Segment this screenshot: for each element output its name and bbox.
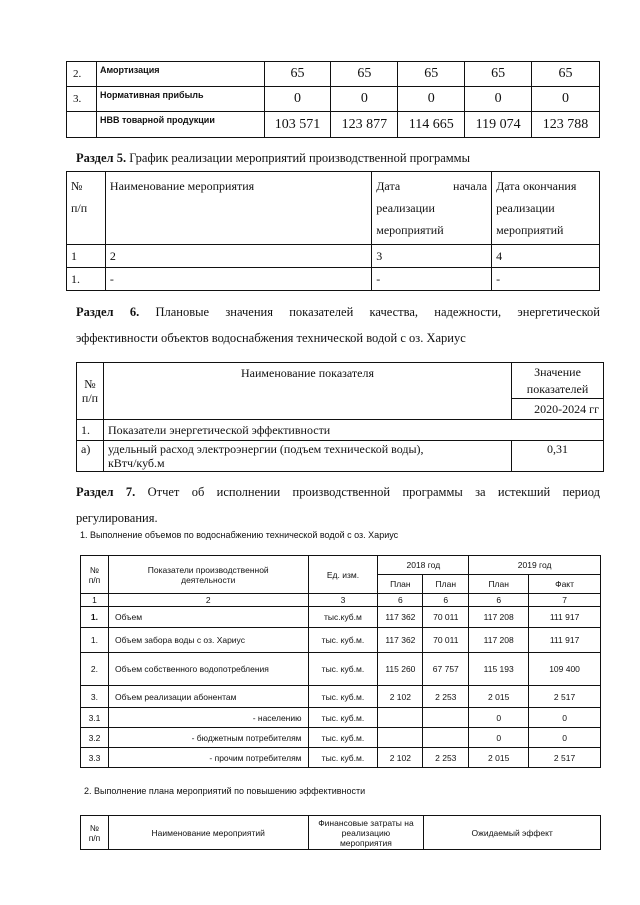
header-plan: План: [469, 575, 529, 594]
row-label: Объем забора воды с оз. Хариус: [108, 628, 308, 653]
header-num: № п/п: [77, 363, 104, 420]
section7-subtitle-1: 1. Выполнение объемов по водоснабжению технической водой с оз. Хариус: [80, 530, 399, 540]
index-cell: 1: [67, 245, 106, 268]
section5-table: [66, 171, 600, 291]
value-cell: 65: [264, 62, 331, 87]
row-value: 0,31: [512, 441, 604, 472]
row-number: 3.: [67, 87, 97, 112]
value-cell: 117 362: [378, 628, 423, 653]
row-unit: тыс.куб.м: [308, 607, 378, 628]
value-cell: 115 193: [469, 653, 529, 686]
value-cell: 0: [398, 87, 465, 112]
section6-title: [76, 301, 600, 349]
table-row: [81, 607, 601, 628]
row-label: - населению: [108, 708, 308, 728]
header-name: Показатели производственной деятельности: [108, 556, 308, 594]
value-cell: 0: [529, 708, 601, 728]
table-header-row: [81, 556, 601, 575]
section5-title-rest: График реализации мероприятий производственной программы: [126, 151, 470, 165]
row-number: 3.: [81, 686, 109, 708]
value-cell: 70 011: [423, 607, 469, 628]
value-cell: 2 517: [529, 748, 601, 768]
row-number: 2.: [81, 653, 109, 686]
value-cell: 0: [469, 708, 529, 728]
index-cell: 2: [108, 594, 308, 607]
value-cell: 2 015: [469, 748, 529, 768]
value-cell: [423, 728, 469, 748]
value-cell: 70 011: [423, 628, 469, 653]
header-plan: План: [423, 575, 469, 594]
value-cell: 65: [331, 62, 398, 87]
value-cell: 117 208: [469, 628, 529, 653]
index-cell: 6: [378, 594, 423, 607]
row-label: Нормативная прибыль: [96, 87, 264, 112]
row-number: 1.: [81, 607, 109, 628]
section5-title-bold: Раздел 5.: [76, 151, 127, 165]
table-row: [67, 87, 600, 112]
value-cell: 0: [264, 87, 331, 112]
table-row: [67, 62, 600, 87]
row-label: - бюджетным потребителям: [108, 728, 308, 748]
index-cell: 6: [469, 594, 529, 607]
table-row: [81, 708, 601, 728]
section7-title-line1: Отчет об исполнении производственной программы за истекший период: [135, 485, 600, 499]
row-unit: тыс. куб.м.: [308, 686, 378, 708]
table-row: [67, 245, 600, 268]
value-cell: 0: [532, 87, 600, 112]
value-cell: 115 260: [378, 653, 423, 686]
header-year-2019: 2019 год: [469, 556, 601, 575]
value-cell: 65: [398, 62, 465, 87]
index-cell: 7: [529, 594, 601, 607]
row-label: Амортизация: [96, 62, 264, 87]
row-label: Объем собственного водопотребления: [108, 653, 308, 686]
value-cell: [378, 728, 423, 748]
index-cell: 2: [105, 245, 371, 268]
index-cell: 4: [492, 245, 600, 268]
header-start-date: Дата начала реализации мероприятий: [372, 172, 492, 245]
value-cell: 117 362: [378, 607, 423, 628]
value-cell: 0: [465, 87, 532, 112]
value-cell: 2 253: [423, 748, 469, 768]
header-plan: План: [378, 575, 423, 594]
row-number: 1.: [77, 420, 104, 441]
table-header-row: [77, 363, 604, 399]
table-header-row: [81, 816, 601, 850]
header-fact: Факт: [529, 575, 601, 594]
row-unit: тыс. куб.м.: [308, 653, 378, 686]
index-cell: 1: [81, 594, 109, 607]
index-cell: 6: [423, 594, 469, 607]
section6-title-line2: эффективности объектов водоснабжения технической водой с оз. Хариус: [76, 331, 466, 345]
row-number: [67, 112, 97, 138]
data-cell: -: [492, 268, 600, 291]
row-label: НВВ товарной продукции: [96, 112, 264, 138]
section6-title-bold: Раздел 6.: [76, 305, 140, 319]
data-cell: -: [372, 268, 492, 291]
row-label: Показатели энергетической эффективности: [103, 420, 603, 441]
value-cell: 2 253: [423, 686, 469, 708]
value-cell: 0: [469, 728, 529, 748]
data-cell: 1.: [67, 268, 106, 291]
value-cell: 119 074: [465, 112, 532, 138]
table-row: [81, 653, 601, 686]
value-cell: [378, 708, 423, 728]
section5-title: [76, 147, 470, 169]
table-row: [67, 268, 600, 291]
row-unit: тыс. куб.м.: [308, 708, 378, 728]
row-label: - прочим потребителям: [108, 748, 308, 768]
row-number: 3.1: [81, 708, 109, 728]
value-cell: [423, 708, 469, 728]
section7-title: [76, 481, 600, 529]
header-effect: Ожидаемый эффект: [424, 816, 601, 850]
header-num: № п/п: [67, 172, 106, 245]
table-row: [77, 441, 604, 472]
value-cell: 109 400: [529, 653, 601, 686]
value-cell: 117 208: [469, 607, 529, 628]
header-name: Наименование мероприятия: [105, 172, 371, 245]
header-unit: Ед. изм.: [308, 556, 378, 594]
header-name: Наименование показателя: [103, 363, 511, 420]
header-num: № п/п: [81, 816, 109, 850]
table-row: [81, 748, 601, 768]
value-cell: 2 102: [378, 686, 423, 708]
value-cell: 123 877: [331, 112, 398, 138]
table-row: [67, 112, 600, 138]
row-label: удельный расход электроэнергии (подъем технической воды), кВтч/куб.м: [103, 441, 511, 472]
header-cost: Финансовые затраты на реализацию мероприятия: [308, 816, 424, 850]
value-cell: 67 757: [423, 653, 469, 686]
data-cell: -: [105, 268, 371, 291]
section7-subtitle-2: 2. Выполнение плана мероприятий по повышению эффективности: [84, 786, 366, 796]
value-cell: 65: [465, 62, 532, 87]
top-table: [66, 61, 600, 138]
header-period: 2020-2024 гг: [512, 399, 604, 420]
value-cell: 65: [532, 62, 600, 87]
index-cell: 3: [372, 245, 492, 268]
header-end-date: Дата окончания реализации мероприятий: [492, 172, 600, 245]
row-number: 3.3: [81, 748, 109, 768]
header-year-2018: 2018 год: [378, 556, 469, 575]
value-cell: 103 571: [264, 112, 331, 138]
index-row: [81, 594, 601, 607]
section7-volume-table: [80, 555, 601, 768]
value-cell: 2 517: [529, 686, 601, 708]
section7-title-bold: Раздел 7.: [76, 485, 136, 499]
table-row: [81, 686, 601, 708]
value-cell: 0: [331, 87, 398, 112]
header-num: № п/п: [81, 556, 109, 594]
row-number: 3.2: [81, 728, 109, 748]
index-cell: 3: [308, 594, 378, 607]
value-cell: 0: [529, 728, 601, 748]
row-label: Объем реализации абонентам: [108, 686, 308, 708]
row-unit: тыс. куб.м.: [308, 728, 378, 748]
table-row: [81, 728, 601, 748]
value-cell: 123 788: [532, 112, 600, 138]
row-number: а): [77, 441, 104, 472]
row-number: 1.: [81, 628, 109, 653]
value-cell: 111 917: [529, 628, 601, 653]
value-cell: 2 102: [378, 748, 423, 768]
header-value: Значение показателей: [512, 363, 604, 399]
row-unit: тыс. куб.м.: [308, 628, 378, 653]
value-cell: 2 015: [469, 686, 529, 708]
value-cell: 111 917: [529, 607, 601, 628]
table-header-row: [67, 172, 600, 245]
table-row: [81, 628, 601, 653]
value-cell: 114 665: [398, 112, 465, 138]
section6-title-line1: Плановые значения показателей качества, надежности, энергетической: [139, 305, 601, 319]
row-label: Объем: [108, 607, 308, 628]
section7-title-line2: регулирования.: [76, 511, 158, 525]
table-row: [77, 420, 604, 441]
section6-table: [76, 362, 604, 472]
row-number: 2.: [67, 62, 97, 87]
header-name: Наименование мероприятий: [108, 816, 308, 850]
section7-measures-table: [80, 815, 601, 850]
row-unit: тыс. куб.м.: [308, 748, 378, 768]
